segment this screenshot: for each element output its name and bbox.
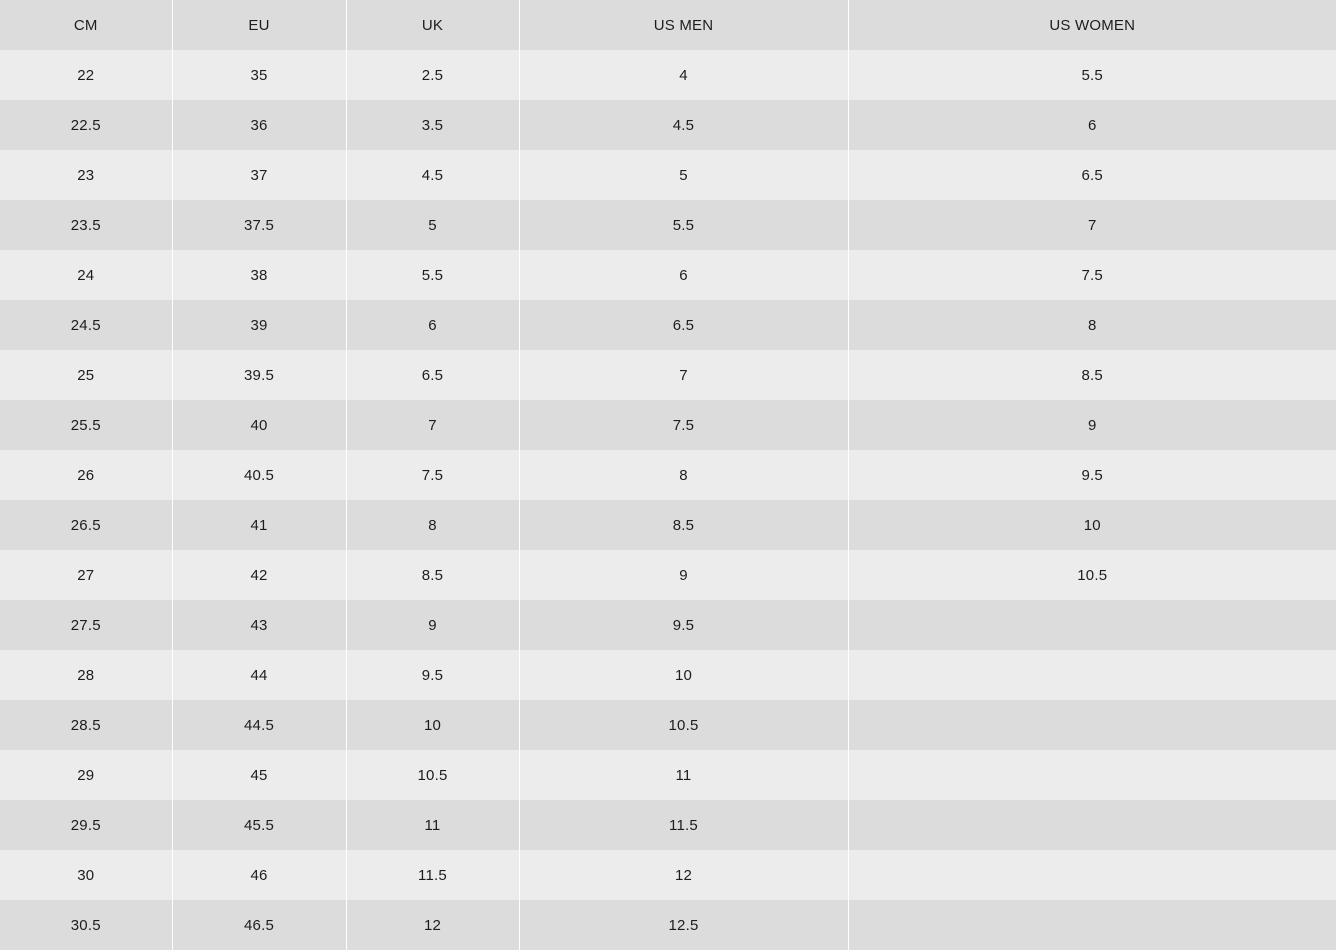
table-cell: 3.5 [346,100,519,150]
table-cell [848,600,1336,650]
table-cell: 4 [519,50,848,100]
table-row [0,100,1336,150]
table-row [0,550,1336,600]
table-cell: 12 [346,900,519,950]
table-cell [848,650,1336,700]
table-cell: 38 [172,250,346,300]
table-cell: 8.5 [346,550,519,600]
table-cell: 9.5 [519,600,848,650]
table-cell: 6 [346,300,519,350]
table-cell: 39 [172,300,346,350]
table-row [0,450,1336,500]
table-cell: 22 [0,50,172,100]
table-cell: 10 [346,700,519,750]
column-header-us-men: US MEN [519,0,848,50]
table-cell: 12 [519,850,848,900]
table-cell: 11 [519,750,848,800]
table-cell: 7 [519,350,848,400]
table-cell [848,700,1336,750]
table-row [0,750,1336,800]
table-cell: 5.5 [519,200,848,250]
table-cell: 27 [0,550,172,600]
table-row [0,300,1336,350]
table-cell: 26 [0,450,172,500]
table-cell: 25.5 [0,400,172,450]
table-cell: 45.5 [172,800,346,850]
table-cell: 9.5 [1081,466,1103,484]
table-cell: 43 [172,600,346,650]
table-cell: 10 [1083,516,1101,534]
table-cell: 10 [519,650,848,700]
table-cell: 9 [346,600,519,650]
table-cell: 10.5 [1077,566,1108,584]
table-cell: 46.5 [172,900,346,950]
table-cell: 40 [172,400,346,450]
table-cell: 4.5 [519,100,848,150]
table-body [0,50,1336,950]
table-cell: 11.5 [519,800,848,850]
table-cell: 28.5 [0,700,172,750]
table-cell: 10.5 [519,700,848,750]
table-cell: 39.5 [172,350,346,400]
table-row [0,200,1336,250]
table-row [0,800,1336,850]
table-cell: 42 [172,550,346,600]
table-cell: 30 [0,850,172,900]
table-cell: 28 [0,650,172,700]
table-cell: 23 [0,150,172,200]
table-cell: 41 [172,500,346,550]
table-cell: 44 [172,650,346,700]
table-cell: 5 [519,150,848,200]
table-row [0,250,1336,300]
table-cell: 37 [172,150,346,200]
table-row [0,500,1336,550]
table-row [0,150,1336,200]
table-row [0,400,1336,450]
table-cell: 6.5 [519,300,848,350]
table-cell: 7.5 [346,450,519,500]
table-cell: 37.5 [172,200,346,250]
table-cell: 11.5 [346,850,519,900]
table-cell: 30.5 [0,900,172,950]
table-row [0,700,1336,750]
table-cell: 10.5 [346,750,519,800]
column-header-us-women: US WOMEN [1049,16,1136,34]
table-cell: 45 [172,750,346,800]
table-cell [848,850,1336,900]
table-cell: 27.5 [0,600,172,650]
table-cell: 22.5 [0,100,172,150]
table-cell: 9.5 [346,650,519,700]
table-cell: 8.5 [1081,366,1103,384]
table-header-row [0,0,1336,50]
table-row [0,50,1336,100]
table-cell: 35 [172,50,346,100]
table-cell: 7.5 [1081,266,1103,284]
column-header-uk: UK [346,0,519,50]
table-cell: 36 [172,100,346,150]
table-cell: 8 [519,450,848,500]
table-cell: 29.5 [0,800,172,850]
table-cell: 7.5 [519,400,848,450]
table-cell: 8.5 [519,500,848,550]
table-cell: 25 [0,350,172,400]
table-cell: 8 [346,500,519,550]
table-cell [848,900,1336,950]
column-header-eu: EU [172,0,346,50]
table-cell [848,800,1336,850]
table-row [0,650,1336,700]
table-cell: 6 [1087,116,1097,134]
table-cell: 44.5 [172,700,346,750]
table-row [0,350,1336,400]
table-header [0,0,1336,50]
table-row [0,600,1336,650]
table-row [0,900,1336,950]
table-cell: 6.5 [346,350,519,400]
table-row [0,850,1336,900]
table-cell: 5.5 [346,250,519,300]
table-cell: 9 [1087,416,1097,434]
table-cell: 24.5 [0,300,172,350]
table-cell: 4.5 [346,150,519,200]
table-cell: 29 [0,750,172,800]
table-cell: 2.5 [346,50,519,100]
table-cell: 7 [346,400,519,450]
table-cell: 11 [346,800,519,850]
table-cell: 9 [519,550,848,600]
column-header-cm: CM [0,0,172,50]
table-cell: 5 [346,200,519,250]
table-cell: 5.5 [1081,66,1103,84]
table-cell: 23.5 [0,200,172,250]
table-cell: 6 [519,250,848,300]
table-cell: 26.5 [0,500,172,550]
table-cell: 40.5 [172,450,346,500]
table-cell: 12.5 [519,900,848,950]
table-cell: 7 [1087,216,1097,234]
table-cell: 8 [1087,316,1097,334]
table-cell [848,750,1336,800]
table-cell: 46 [172,850,346,900]
table-cell: 6.5 [1081,166,1103,184]
table-cell: 24 [0,250,172,300]
